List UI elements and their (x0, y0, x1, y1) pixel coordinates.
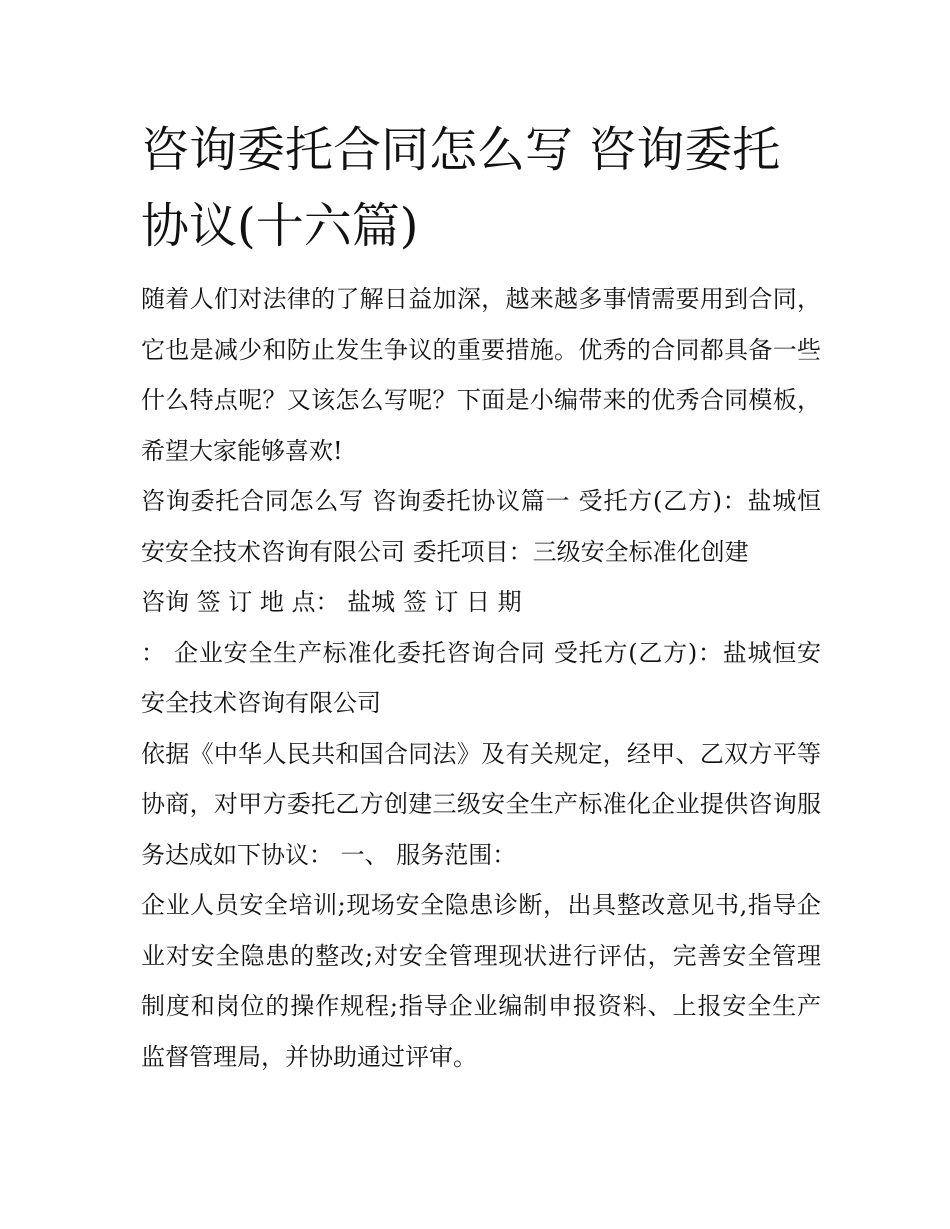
contract-header-paragraph: 咨询委托合同怎么写 咨询委托协议篇一 受托方(乙方)：盐城恒安安全技术咨询有限公司 委托项目：三级安全标准化创建 (141, 487, 821, 566)
signing-location-line: 咨询 签 订 地 点： 盐城 签 订 日 期 (141, 588, 522, 616)
document-content (141, 112, 821, 1082)
document-body (141, 274, 821, 1082)
intro-paragraph: 随着人们对法律的了解日益加深，越来越多事情需要用到合同，它也是减少和防止发生争议的重要措施。优秀的合同都具备一些什么特点呢？又该怎么写呢？下面是小编带来的优秀合同模板，希望大家能够喜欢! (141, 285, 821, 465)
signing-date-line: ： 企业安全生产标准化委托咨询合同 受托方(乙方)：盐城恒安安全技术咨询有限公司 (141, 638, 821, 717)
document-title: 咨询委托合同怎么写 咨询委托协议(十六篇) (141, 122, 781, 254)
agreement-basis-paragraph: 依据《中华人民共和国合同法》及有关规定，经甲、乙双方平等协商，对甲方委托乙方创建三级安全生产标准化企业提供咨询服务达成如下协议： 一、 服务范围： (141, 739, 821, 869)
service-scope-paragraph: 企业人员安全培训;现场安全隐患诊断，出具整改意见书,指导企业对安全隐患的整改;对安全管理现状进行评估，完善安全管理制度和岗位的操作规程;指导企业编制申报资料、上报安全生产监督管理局，并协助通过评审。 (141, 891, 821, 1071)
